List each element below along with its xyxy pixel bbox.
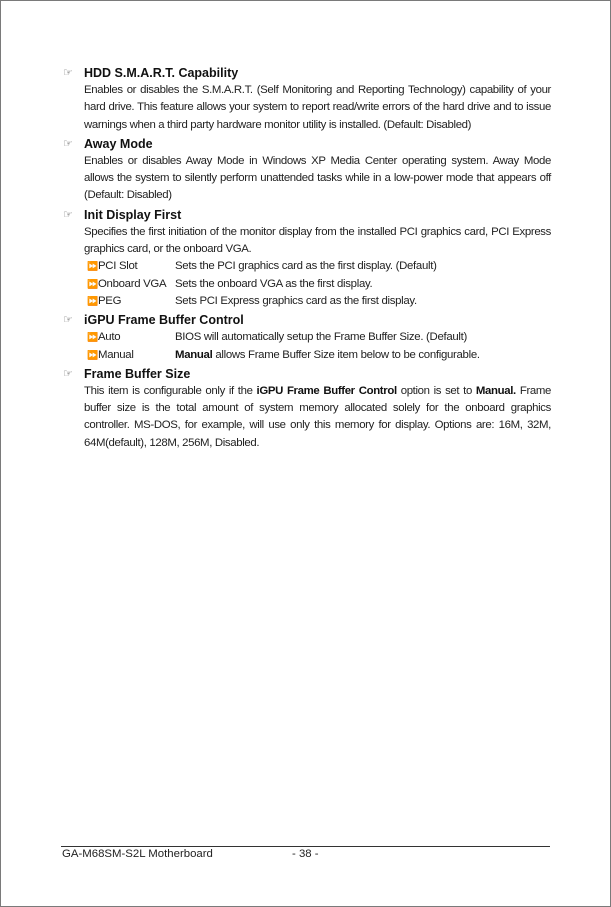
section-heading [61, 64, 551, 82]
section-heading [61, 135, 551, 153]
double-arrow-icon: ⏩ [87, 332, 98, 343]
pointing-hand-icon: ☞ [63, 314, 73, 327]
page-number: - 38 - [292, 848, 319, 860]
section-body: Enables or disables Away Mode in Windows XP Media Center operating system. Away Mode allows the system to silently perform unattended tasks while in a low-power mode that appears off (Default: Disabled) [84, 154, 551, 202]
double-arrow-icon: ⏩ [87, 261, 98, 272]
double-arrow-icon: ⏩ [87, 278, 98, 289]
section-frame-buffer-size [61, 365, 551, 452]
section-title: iGPU Frame Buffer Control [84, 313, 244, 328]
section-init-display-first [61, 206, 551, 310]
page-content [61, 64, 551, 453]
text: option is set to [396, 384, 476, 397]
option-label: PEG [98, 294, 122, 307]
option-row [61, 329, 551, 346]
option-row [61, 347, 551, 364]
double-arrow-icon: ⏩ [87, 295, 98, 306]
option-label: Auto [98, 331, 121, 344]
footer-model: GA-M68SM-S2L Motherboard [62, 848, 213, 860]
section-igpu-frame-buffer-control [61, 311, 551, 364]
option-row [61, 258, 551, 275]
bold-term: Manual. [475, 384, 516, 397]
pointing-hand-icon: ☞ [63, 137, 73, 150]
pointing-hand-icon: ☞ [63, 67, 73, 79]
double-arrow-icon: ⏩ [87, 349, 98, 360]
section-heading [61, 311, 551, 329]
section-heading [61, 206, 551, 224]
option-desc: Sets the PCI graphics card as the first display. (Default) [175, 260, 437, 273]
option-desc: BIOS will automatically setup the Frame Buffer Size. (Default) [175, 331, 468, 344]
section-body [61, 383, 551, 452]
section-hdd-smart [61, 64, 551, 134]
option-row [61, 293, 551, 310]
section-body: Specifies the first initiation of the monitor display from the installed PCI graphics card, PCI Express graphics card, or the onboard VGA. [84, 225, 551, 256]
desc-text: allows Frame Buffer Size item below to be configurable. [212, 348, 480, 361]
section-body: Enables or disables the S.M.A.R.T. (Self Monitoring and Reporting Technology) capability of your hard drive. This feature allows your system to report read/write errors of the hard drive and to issue warnings when a third party hardware monitor utility is installed. (Default: Disabled) [84, 84, 551, 131]
text: This item is configurable only if the [84, 384, 257, 397]
pointing-hand-icon: ☞ [63, 208, 73, 221]
section-title: HDD S.M.A.R.T. Capability [84, 66, 239, 80]
section-title: Away Mode [84, 136, 153, 151]
option-row [61, 276, 551, 293]
bold-term: Manual [175, 348, 213, 361]
section-title: Init Display First [84, 207, 182, 222]
bold-term: iGPU Frame Buffer Control [256, 384, 397, 397]
text: Frame buffer size is the total amount of system memory allocated solely for the onboard graphics controller. MS-DOS, for example, will use only this memory for display. Options are: 16M, 32M, 64M(default), 128M, 256M, Disabled. [84, 384, 551, 449]
option-label: PCI Slot [98, 260, 138, 273]
pointing-hand-icon: ☞ [63, 367, 73, 380]
section-heading [61, 365, 551, 383]
option-desc [175, 347, 551, 364]
option-label: Onboard VGA [98, 277, 167, 290]
section-away-mode [61, 135, 551, 205]
option-desc: Sets PCI Express graphics card as the first display. [175, 294, 417, 307]
option-label: Manual [98, 348, 134, 361]
option-desc: Sets the onboard VGA as the first display. [175, 277, 373, 290]
section-title: Frame Buffer Size [84, 366, 191, 381]
